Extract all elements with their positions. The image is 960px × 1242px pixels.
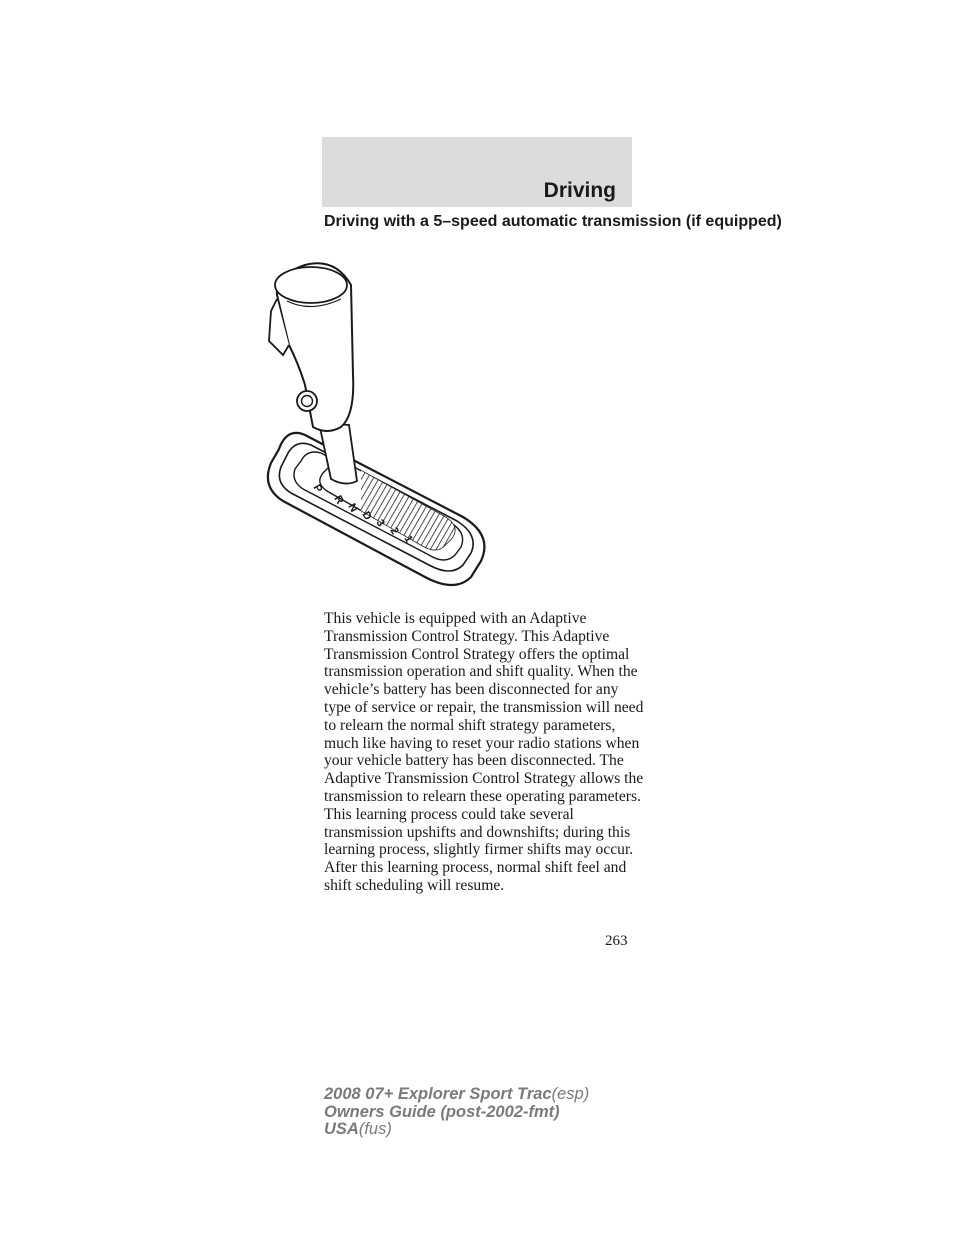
gear-label-2: 2 [387, 525, 401, 537]
body-paragraph: This vehicle is equipped with an Adaptive Transmission Control Strategy. This Adaptive Transmission Control Strategy offers the optimal transmission operation and shift quality. When the vehicle’s battery has been disconnected for any type of service or repair, the transmission will need to relearn the normal shift strategy parameters, much like having to reset your radio stations when your vehicle battery has been disconnected. The Adaptive Transmission Control Strategy allows the transmission to relearn these operating parameters. This learning process could take several transmission upshifts and downshifts; during this learning process, slightly firmer shifts may occur. After this learning process, normal shift feel and shift scheduling will resume. [324, 610, 644, 894]
shifter-knob-top [275, 267, 347, 303]
footer [324, 1086, 589, 1139]
footer-region: USA [324, 1120, 359, 1138]
footer-line-3 [324, 1121, 589, 1139]
gear-shifter-illustration [265, 255, 495, 595]
section-heading: Driving with a 5–speed automatic transmission (if equipped) [324, 213, 782, 230]
footer-model-code: (esp) [551, 1085, 590, 1103]
footer-model: 2008 07+ Explorer Sport Trac [324, 1085, 552, 1103]
footer-line-1 [324, 1086, 589, 1104]
gear-label-p: P [310, 482, 325, 495]
section-title: Driving [543, 179, 616, 202]
gear-label-3: 3 [373, 517, 387, 529]
page-number: 263 [605, 933, 628, 949]
gear-label-1: 1 [401, 533, 415, 545]
footer-region-code: (fus) [358, 1120, 392, 1138]
overdrive-button-inner [302, 396, 313, 407]
footer-line-2 [324, 1104, 589, 1122]
footer-guide: Owners Guide (post-2002-fmt) [324, 1102, 560, 1121]
gear-label-d: D [359, 509, 374, 523]
gear-label-r: R [331, 493, 346, 507]
gear-label-n: N [345, 501, 360, 515]
header-band [322, 137, 632, 207]
